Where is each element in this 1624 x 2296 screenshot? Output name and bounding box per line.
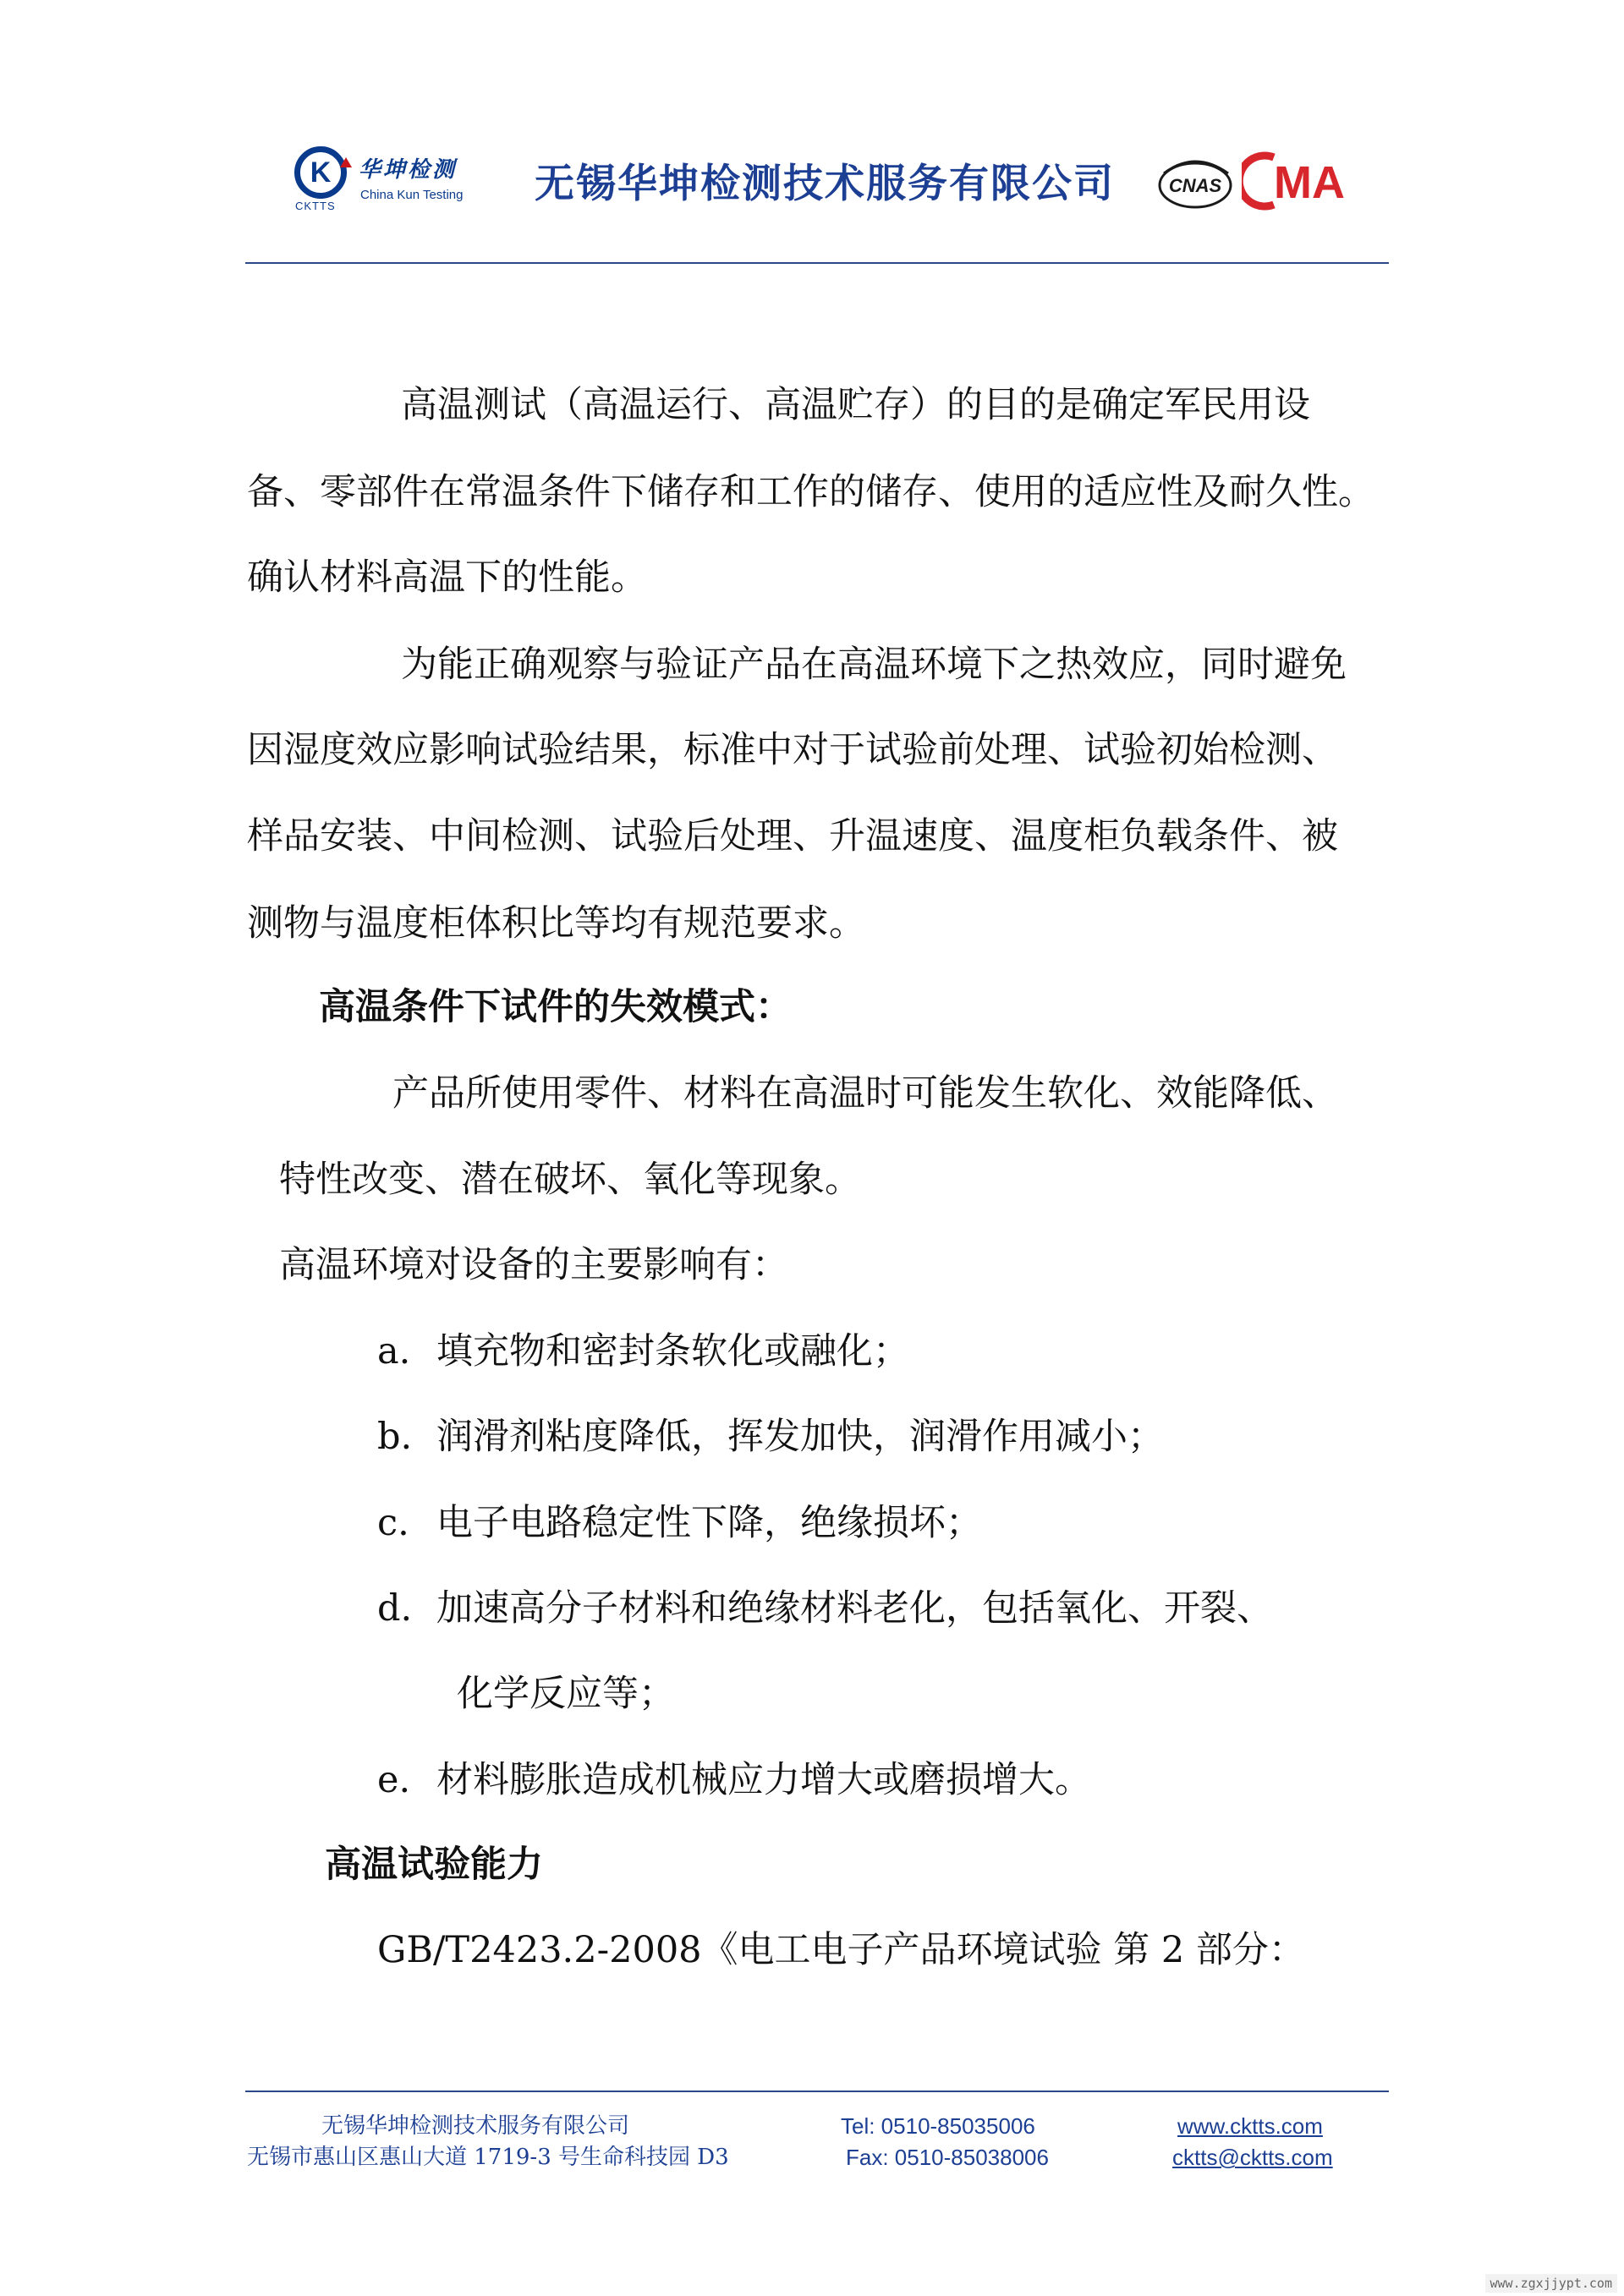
footer-website-link[interactable]: www.cktts.com — [1177, 2113, 1323, 2139]
effects-intro: 高温环境对设备的主要影响有： — [279, 1244, 788, 1286]
paragraph-1-line-3: 确认材料高温下的性能。 — [247, 556, 647, 599]
list-item-text: 加速高分子材料和绝缘材料老化，包括氧化、开裂、 — [436, 1587, 1273, 1630]
paragraph-3-line-1: 产品所使用零件、材料在高温时可能发生软化、效能降低、 — [392, 1072, 1338, 1115]
list-item-text: 材料膨胀造成机械应力增大或磨损增大。 — [436, 1759, 1091, 1801]
logo-abbreviation: CKTTS — [295, 200, 336, 212]
paragraph-1-line-2: 备、零部件在常温条件下储存和工作的储存、使用的适应性及耐久性。 — [247, 471, 1374, 513]
paragraph-2-line-1: 为能正确观察与验证产品在高温环境下之热效应，同时避免 — [401, 644, 1347, 686]
list-marker: b. — [377, 1416, 413, 1458]
cma-logo — [1242, 151, 1350, 211]
paragraph-2-line-2: 因湿度效应影响试验结果，标准中对于试验前处理、试验初始检测、 — [247, 729, 1338, 771]
logo-arrow-icon — [340, 157, 352, 167]
list-item-text: 填充物和密封条软化或融化； — [436, 1330, 909, 1373]
failure-mode-heading: 高温条件下试件的失效模式： — [319, 986, 792, 1028]
header-divider — [245, 262, 1389, 264]
list-item-text: 电子电路稳定性下降，绝缘损坏； — [436, 1502, 982, 1544]
paragraph-1-line-1: 高温测试（高温运行、高温贮存）的目的是确定军民用设 — [401, 384, 1310, 426]
list-item-continuation: 化学反应等； — [457, 1673, 675, 1715]
footer-fax: Fax: 0510-85038006 — [846, 2145, 1049, 2170]
standard-reference: GB/T2423.2-2008《电工电子产品环境试验 第 2 部分： — [377, 1929, 1305, 1971]
paragraph-3-line-2: 特性改变、潜在破坏、氧化等现象。 — [279, 1159, 861, 1201]
footer-address: 无锡市惠山区惠山大道 1719-3 号生命科技园 D3 — [247, 2145, 729, 2170]
footer-tel: Tel: 0510-85035006 — [841, 2113, 1035, 2139]
list-marker: a. — [377, 1330, 411, 1373]
logo-letter: K — [310, 156, 332, 189]
cnas-text: CNAS — [1168, 175, 1222, 196]
list-marker: c. — [377, 1502, 409, 1544]
company-logo — [294, 146, 347, 199]
capability-heading: 高温试验能力 — [325, 1844, 543, 1886]
logo-chinese-name: 华坤检测 — [359, 157, 458, 183]
footer-divider — [245, 2091, 1389, 2092]
paragraph-2-line-4: 测物与温度柜体积比等均有规范要求。 — [247, 902, 865, 945]
logo-english-name: China Kun Testing — [360, 188, 464, 202]
cnas-logo — [1155, 155, 1235, 211]
list-item-text: 润滑剂粘度降低，挥发加快，润滑作用减小； — [436, 1416, 1164, 1458]
company-name-heading: 无锡华坤检测技术服务有限公司 — [535, 161, 1115, 207]
watermark: www.zgxjjypt.com — [1485, 2274, 1618, 2293]
footer-company: 无锡华坤检测技术服务有限公司 — [321, 2113, 630, 2139]
footer-email-link[interactable]: cktts@cktts.com — [1172, 2145, 1333, 2170]
list-marker: e. — [377, 1759, 411, 1801]
paragraph-2-line-3: 样品安装、中间检测、试验后处理、升温速度、温度柜负载条件、被 — [247, 815, 1338, 858]
cma-text: MA — [1274, 157, 1345, 208]
list-marker: d. — [377, 1587, 413, 1630]
